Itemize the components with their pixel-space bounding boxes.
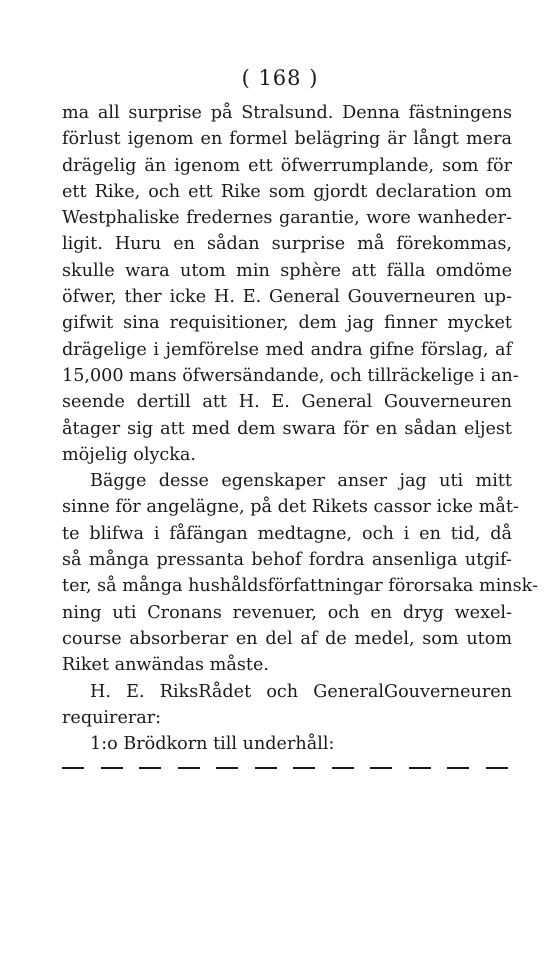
dash-mark [370, 767, 392, 769]
body-text [62, 100, 538, 769]
text-line: seende dertill att H. E. General Gouverneuren [62, 392, 512, 413]
text-line: ett Rike, och ett Rike som gjordt declaration om [62, 181, 512, 202]
text-line: åtager sig att med dem swara för en sådan eljest [62, 418, 512, 439]
text-line: te blifwa i fåfängan medtagne, och i en tid, då [62, 523, 512, 544]
dash-mark [139, 767, 161, 769]
text-line: ning uti Cronans revenuer, och en dryg wexel- [62, 602, 512, 623]
text-line: gifwit sina requisitioner, dem jag finner mycket [62, 313, 512, 334]
text-line: skulle wara utom min sphère att fälla omdöme [62, 260, 512, 281]
page-number: ( 168 ) [241, 66, 319, 90]
dash-mark [62, 767, 84, 769]
text-line: ligit. Huru en sådan surprise må förekommas, [62, 234, 512, 255]
text-line: förlust igenom en formel belägring är långt mera [62, 129, 512, 150]
dash-mark [178, 767, 200, 769]
text-line: öfwer, ther icke H. E. General Gouverneuren up- [62, 287, 512, 308]
dash-mark [101, 767, 123, 769]
dash-mark [409, 767, 431, 769]
text-line: Riket anwändas måste. [62, 655, 269, 676]
text-line: ter, så många hushåldsförfattningar förorsaka minsk- [62, 576, 538, 597]
text-line: course absorberar en del af de medel, som utom [62, 628, 512, 649]
dash-mark [332, 767, 354, 769]
dash-mark [216, 767, 238, 769]
text-line: ma all surprise på Stralsund. Denna fästningens [62, 103, 512, 123]
text-line: sinne för angelägne, på det Rikets cassor icke måt- [62, 497, 519, 518]
text-line: Westphaliske fredernes garantie, wore wanheder- [62, 208, 512, 229]
dash-mark [486, 767, 508, 769]
dash-mark [447, 767, 469, 769]
text-line: drägelig än igenom ett öfwerrumplande, som för [62, 155, 512, 176]
text-line: drägelige i jemförelse med andra gifne förslag, af [62, 339, 512, 360]
text-line: 15,000 mans öfwersändande, och tillräckelige i an- [62, 365, 519, 386]
dash-leader-row [62, 767, 512, 769]
paragraph-start: H. E. RiksRådet och GeneralGouverneuren [90, 681, 512, 702]
dash-mark [293, 767, 315, 769]
text-line: möjelig olycka. [62, 444, 197, 465]
list-item: 1:o Brödkorn till underhåll: [90, 734, 335, 755]
paragraph-start: Bägge desse egenskaper anser jag uti mitt [90, 471, 512, 492]
dash-mark [255, 767, 277, 769]
text-line: requirerar: [62, 707, 162, 728]
text-line: så många pressanta behof fordra ansenliga utgif- [62, 550, 512, 571]
